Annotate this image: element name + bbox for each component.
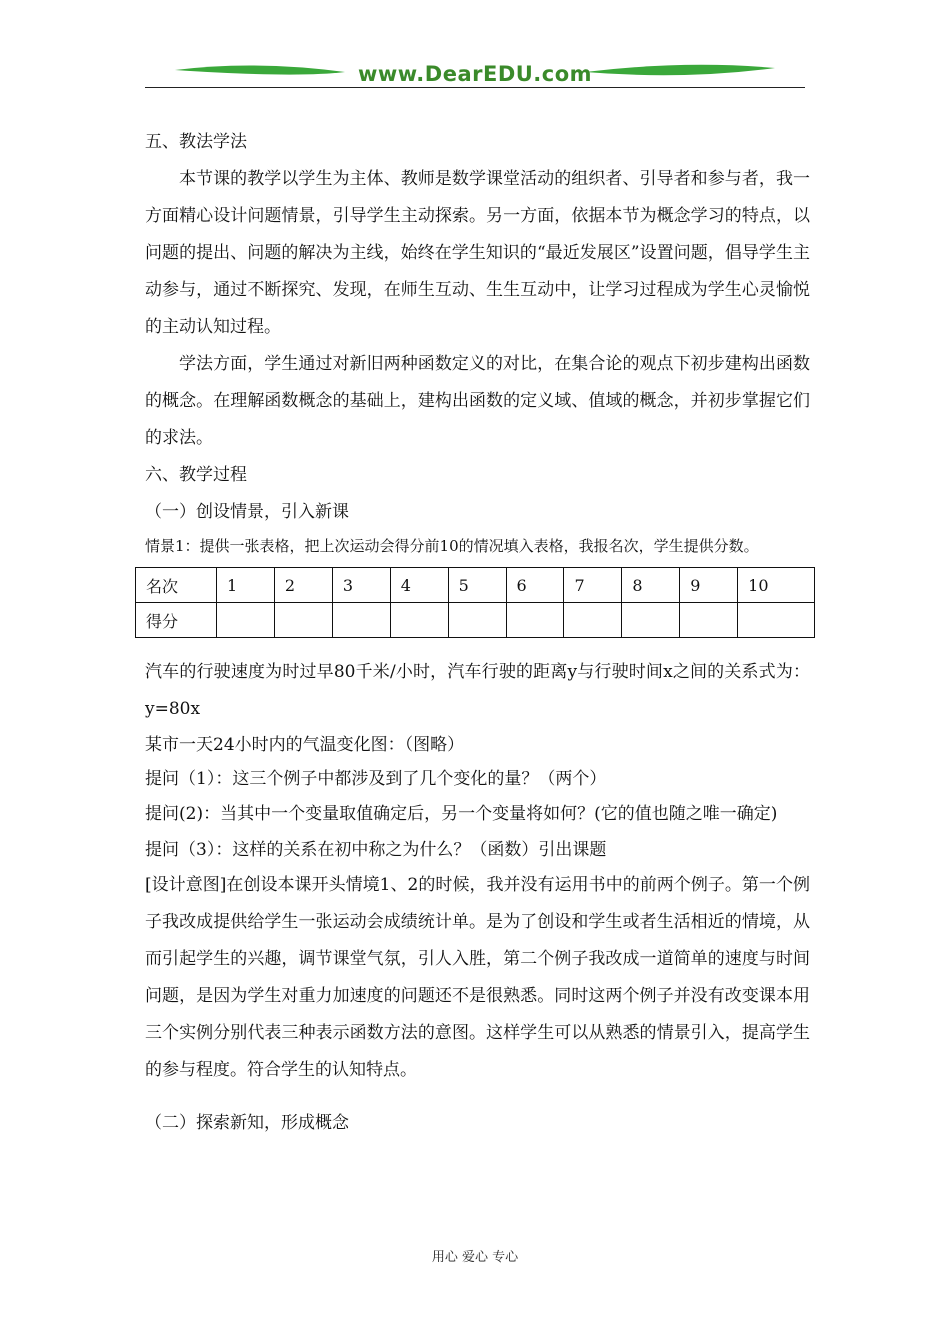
section-6-title: 六、教学过程	[145, 465, 247, 485]
temperature-example: 某市一天24小时内的气温变化图：（图略）	[145, 735, 465, 755]
car-example: 汽车的行驶速度为时过早80千米/小时，汽车行驶的距离y与行驶时间x之间的关系式为：y=80x	[145, 662, 810, 719]
table-cell: 9	[680, 568, 738, 603]
table-cell	[332, 603, 390, 638]
table-cell: 10	[738, 568, 815, 603]
ranking-table	[135, 567, 815, 638]
table-cell	[564, 603, 622, 638]
table-cell: 6	[506, 568, 564, 603]
design-intent: [设计意图]在创设本课开头情境1、2的时候，我并没有运用书中的前两个例子。第一个例子我改成提供给学生一张运动会成绩统计单。是为了创设和学生或者生活相近的情境，从而引起学生的兴趣，调节课堂气氛，引人入胜，第二个例子我改成一道简单的速度与时间问题，是因为学生对重力加速度的问题还不是很熟悉。同时这两个例子并没有改变课本用三个实例分别代表三种表示函数方法的意图。这样学生可以从熟悉的情景引入，提高学生的参与程度。符合学生的认知特点。	[145, 875, 810, 1080]
document-body	[145, 124, 810, 1142]
site-header	[145, 58, 805, 90]
question-2: 提问(2)：当其中一个变量取值确定后，另一个变量将如何？(它的值也随之唯一确定)	[145, 804, 778, 824]
spacer	[145, 638, 810, 654]
question-1: 提问（1）：这三个例子中都涉及到了几个变化的量？（两个）	[145, 769, 607, 789]
scene-1-text: 情景1：提供一张表格，把上次运动会得分前10的情况填入表格，我报名次，学生提供分数。	[145, 537, 759, 555]
table-cell	[274, 603, 332, 638]
table-cell: 8	[622, 568, 680, 603]
table-cell	[217, 603, 275, 638]
section-6-subtitle-2: （二）探索新知，形成概念	[145, 1113, 349, 1133]
table-cell: 2	[274, 568, 332, 603]
table-row	[136, 603, 815, 638]
table-cell	[738, 603, 815, 638]
table-cell	[448, 603, 506, 638]
header-rule	[145, 87, 805, 88]
table-cell	[390, 603, 448, 638]
table-cell: 7	[564, 568, 622, 603]
section-5-paragraph-1: 本节课的教学以学生为主体、教师是数学课堂活动的组织者、引导者和参与者，我一方面精心设计问题情景，引导学生主动探索。另一方面，依据本节为概念学习的特点，以问题的提出、问题的解决为主线，始终在学生知识的“最近发展区”设置问题，倡导学生主动参与，通过不断探究、发现，在师生互动、生生互动中，让学习过程成为学生心灵愉悦的主动认知过程。	[145, 169, 810, 337]
table-cell: 3	[332, 568, 390, 603]
section-6-subtitle-1: （一）创设情景，引入新课	[145, 502, 349, 522]
section-5-paragraph-2: 学法方面，学生通过对新旧两种函数定义的对比，在集合论的观点下初步建构出函数的概念。在理解函数概念的基础上，建构出函数的定义域、值域的概念，并初步掌握它们的求法。	[145, 354, 810, 448]
table-cell	[680, 603, 738, 638]
spacer	[145, 1089, 810, 1105]
table-row	[136, 568, 815, 603]
table-cell: 1	[217, 568, 275, 603]
table-cell: 4	[390, 568, 448, 603]
question-3: 提问（3）：这样的关系在初中称之为什么？（函数）引出课题	[145, 840, 607, 860]
site-name[interactable]: www.DearEDU.com	[357, 62, 593, 86]
page-footer: 用心 爱心 专心	[431, 1250, 519, 1265]
table-cell: 得分	[136, 603, 217, 638]
section-5-title: 五、教法学法	[145, 132, 247, 152]
table-cell	[506, 603, 564, 638]
table-cell: 名次	[136, 568, 217, 603]
table-cell: 5	[448, 568, 506, 603]
table-cell	[622, 603, 680, 638]
